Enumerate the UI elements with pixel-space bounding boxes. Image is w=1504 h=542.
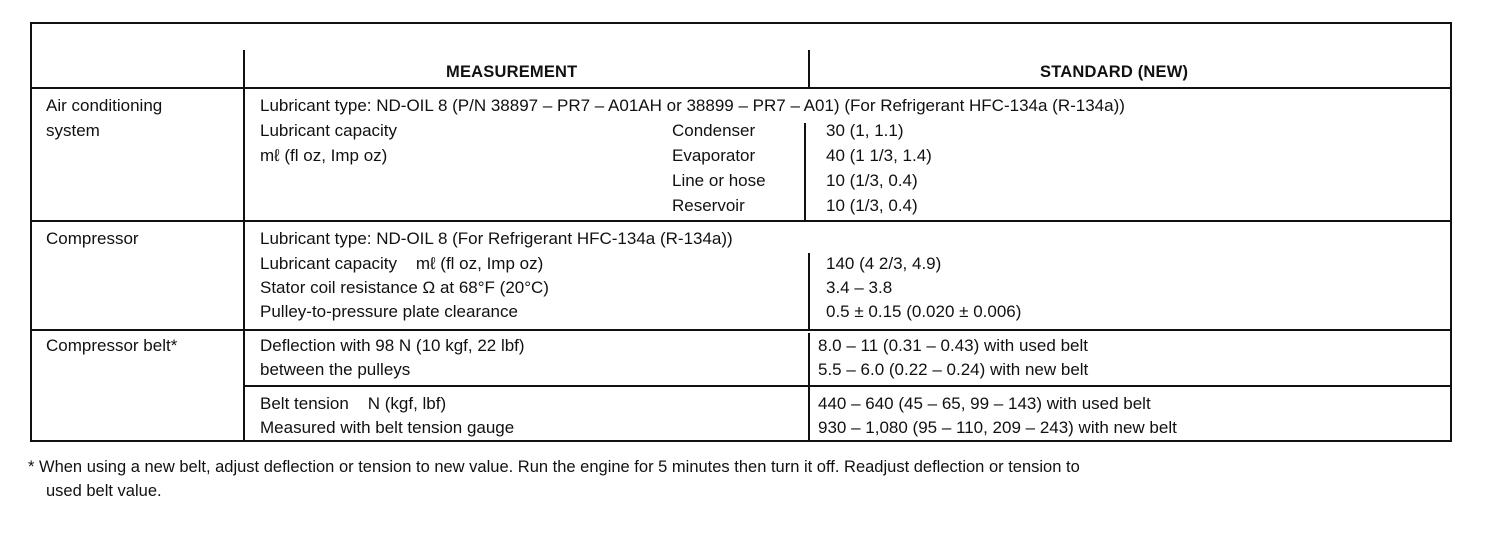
component-value-evaporator: 40 (1 1/3, 1.4) bbox=[826, 146, 932, 165]
footnote bbox=[28, 455, 1468, 503]
belt-tension-used-value: 440 – 640 (45 – 65, 99 – 143) with used belt bbox=[818, 394, 1151, 413]
stator-coil-value: 3.4 – 3.8 bbox=[826, 278, 893, 297]
belt-deflection-used-value: 8.0 – 11 (0.31 – 0.43) with used belt bbox=[818, 336, 1088, 355]
belt-subdivider bbox=[244, 385, 1451, 387]
stator-coil-measurement: Stator coil resistance Ω at 68°F (20°C) bbox=[260, 278, 549, 297]
component-name-evaporator: Evaporator bbox=[672, 146, 756, 165]
compressor-capacity-measurement: Lubricant capacity mℓ (fl oz, Imp oz) bbox=[260, 254, 544, 273]
compressor-capacity-value: 140 (4 2/3, 4.9) bbox=[826, 254, 942, 273]
standard-column-divider-header bbox=[808, 50, 810, 88]
standard-column-divider-belt bbox=[808, 333, 810, 442]
ac-system-label-line2: system bbox=[46, 121, 100, 140]
compressor-label: Compressor bbox=[46, 229, 139, 248]
belt-deflection-new-value: 5.5 – 6.0 (0.22 – 0.24) with new belt bbox=[818, 360, 1089, 379]
component-name-condenser: Condenser bbox=[672, 121, 756, 140]
belt-deflection-line1: Deflection with 98 N (10 kgf, 22 lbf) bbox=[260, 336, 525, 355]
standard-column-divider-compressor bbox=[808, 253, 810, 329]
belt-tension-new-value: 930 – 1,080 (95 – 110, 209 – 243) with new belt bbox=[818, 418, 1177, 437]
compressor-lubricant-type: Lubricant type: ND-OIL 8 (For Refrigerant HFC-134a (R-134a)) bbox=[260, 229, 733, 248]
standard-column-divider-ac bbox=[804, 123, 806, 220]
component-value-line-or-hose: 10 (1/3, 0.4) bbox=[826, 171, 918, 190]
component-name-reservoir: Reservoir bbox=[672, 196, 745, 215]
label-column-divider bbox=[243, 50, 245, 442]
ac-capacity-label: Lubricant capacity bbox=[260, 121, 398, 140]
pulley-clearance-value: 0.5 ± 0.15 (0.020 ± 0.006) bbox=[826, 302, 1022, 321]
component-name-line-or-hose: Line or hose bbox=[672, 171, 766, 190]
belt-tension-line1: Belt tension N (kgf, lbf) bbox=[260, 394, 447, 413]
component-value-condenser: 30 (1, 1.1) bbox=[826, 121, 904, 140]
measurement-column-header: MEASUREMENT bbox=[446, 63, 578, 81]
belt-tension-line2: Measured with belt tension gauge bbox=[260, 418, 515, 437]
ac-capacity-units: mℓ (fl oz, Imp oz) bbox=[260, 146, 388, 165]
ac-system-label-line1: Air conditioning bbox=[46, 96, 163, 115]
compressor-belt-label: Compressor belt* bbox=[46, 336, 178, 355]
component-value-reservoir: 10 (1/3, 0.4) bbox=[826, 196, 918, 215]
standard-column-header: STANDARD (NEW) bbox=[1040, 63, 1189, 81]
belt-deflection-line2: between the pulleys bbox=[260, 360, 411, 379]
pulley-clearance-measurement: Pulley-to-pressure plate clearance bbox=[260, 302, 518, 321]
footnote-line2: used belt value. bbox=[46, 482, 162, 500]
ac-lubricant-type: Lubricant type: ND-OIL 8 (P/N 38897 – PR7 – A01AH or 38899 – PR7 – A01) (For Refrigerant HFC-134a (R-134a)) bbox=[260, 96, 1125, 115]
footnote-line1: * When using a new belt, adjust deflection or tension to new value. Run the engine for 5 minutes then turn it off. Readjust deflection or tension to bbox=[28, 458, 1080, 476]
